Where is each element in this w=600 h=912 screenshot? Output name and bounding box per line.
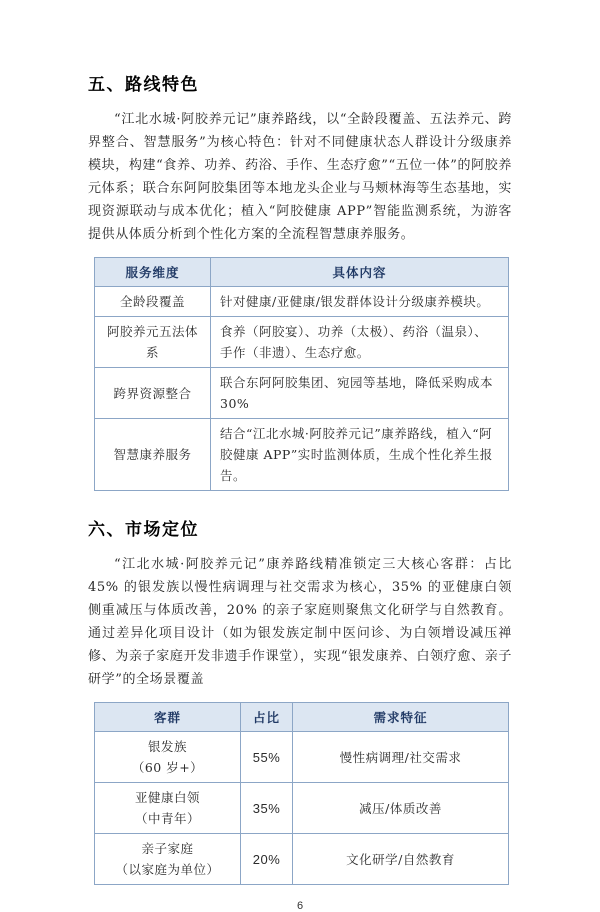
dimension-cell: 智慧康养服务 [95, 419, 211, 491]
share-cell: 35% [241, 783, 293, 834]
table-row [95, 368, 509, 419]
needs-cell: 慢性病调理/社交需求 [293, 732, 509, 783]
dimension-cell: 全龄段覆盖 [95, 287, 211, 317]
table-header-row [95, 703, 509, 732]
table-row [95, 419, 509, 491]
table-row [95, 287, 509, 317]
table-header-row [95, 258, 509, 287]
market-positioning-table [94, 702, 509, 885]
section6-paragraph: “江北水城·阿胶养元记”康养路线精准锁定三大核心客群：占比 45% 的银发族以慢性病调理与社交需求为核心，35% 的亚健康白领侧重减压与体质改善，20% 的亲子家庭则聚焦文化研学与自然教育。通过差异化项目设计（如为银发族定制中医问诊、为白领增设减压禅修、为亲子家庭开发非遗手作课堂），实现“银发康养、白领疗愈、亲子研学”的全场景覆盖 [88, 557, 512, 687]
section5-paragraph: “江北水城·阿胶养元记”康养路线，以“全龄段覆盖、五法养元、跨界整合、智慧服务”为核心特色：针对不同健康状态人群设计分级康养模块，构建“食养、功养、药浴、手作、生态疗愈”“五位一体”的阿胶养元体系；联合东阿阿胶集团等本地龙头企业与马颊林海等生态基地，实现资源联动与成本优化；植入“阿胶健康 APP”智能监测系统，为游客提供从体质分析到个性化方案的全流程智慧康养服务。 [88, 112, 512, 242]
content-cell: 联合东阿阿胶集团、宛园等基地，降低采购成本 30% [211, 368, 509, 419]
dimension-cell: 跨界资源整合 [95, 368, 211, 419]
table-row [95, 783, 509, 834]
group-name: 银发族 [147, 739, 187, 754]
group-cell [95, 783, 241, 834]
table-row [95, 732, 509, 783]
section6-heading: 六、市场定位 [88, 520, 199, 540]
table-row [95, 834, 509, 885]
col-header-needs: 需求特征 [293, 703, 509, 732]
col-header-share: 占比 [241, 703, 293, 732]
col-header-customer-group: 客群 [95, 703, 241, 732]
share-cell: 55% [241, 732, 293, 783]
share-cell: 20% [241, 834, 293, 885]
content-cell: 结合“江北水城·阿胶养元记”康养路线，植入“阿胶健康 APP”实时监测体质，生成个性化养生报告。 [211, 419, 509, 491]
dimension-cell: 阿胶养元五法体系 [95, 317, 211, 368]
group-subtext: （60 岁+） [131, 760, 204, 775]
group-subtext: （以家庭为单位） [115, 862, 220, 877]
group-name: 亚健康白领 [134, 790, 200, 805]
needs-cell: 文化研学/自然教育 [293, 834, 509, 885]
group-cell [95, 834, 241, 885]
group-subtext: （中青年） [134, 811, 200, 826]
page-number: 6 [296, 900, 304, 912]
col-header-service-dimension: 服务维度 [95, 258, 211, 287]
group-cell [95, 732, 241, 783]
col-header-specific-content: 具体内容 [211, 258, 509, 287]
section5-heading: 五、路线特色 [88, 75, 199, 95]
group-name: 亲子家庭 [141, 841, 194, 856]
needs-cell: 减压/体质改善 [293, 783, 509, 834]
content-cell: 针对健康/亚健康/银发群体设计分级康养模块。 [211, 287, 509, 317]
service-features-table [94, 257, 509, 491]
content-cell: 食养（阿胶宴）、功养（太极）、药浴（温泉）、手作（非遗）、生态疗愈。 [211, 317, 509, 368]
table-row [95, 317, 509, 368]
